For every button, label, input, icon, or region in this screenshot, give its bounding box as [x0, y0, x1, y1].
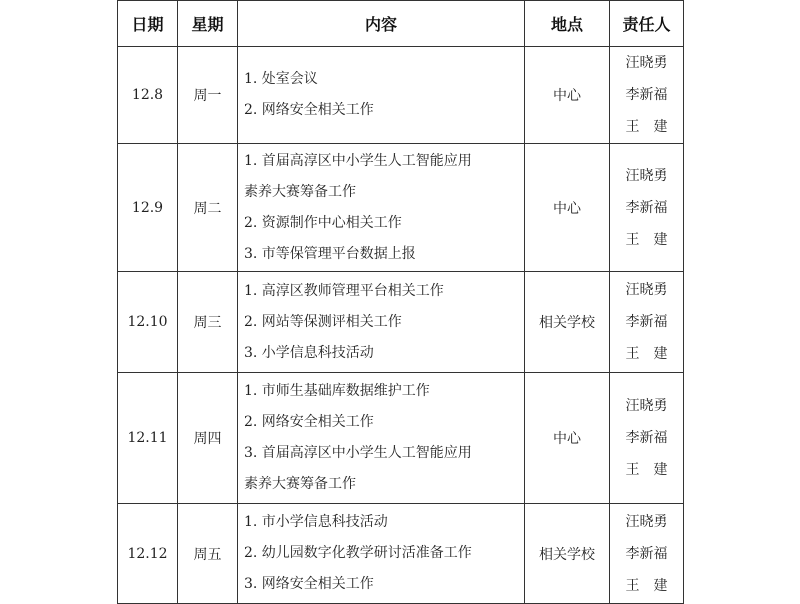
owner-cell [610, 504, 684, 604]
content-cell [238, 144, 525, 272]
day-cell: 周一 [178, 47, 238, 144]
schedule-table [117, 0, 684, 604]
location-cell: 中心 [525, 373, 610, 504]
task-line: 3. 首届高淳区中小学生人工智能应用 [244, 445, 472, 461]
owner-name: 汪晓勇 [625, 55, 668, 71]
task-line: 2. 网络安全相关工作 [244, 102, 374, 118]
date-cell: 12.10 [118, 272, 178, 373]
date-cell: 12.12 [118, 504, 178, 604]
owner-cell [610, 272, 684, 373]
task-line: 素养大赛筹备工作 [244, 476, 356, 492]
task-line: 1. 首届高淳区中小学生人工智能应用 [244, 152, 472, 169]
header-date: 日期 [118, 1, 178, 47]
header-owner: 责任人 [610, 1, 684, 47]
owner-name: 李新福 [625, 314, 668, 330]
owner-name: 李新福 [625, 430, 668, 446]
owner-name: 王 建 [625, 346, 668, 362]
table-row [118, 504, 684, 604]
owner-cell [610, 144, 684, 272]
task-line: 素养大赛筹备工作 [244, 183, 356, 200]
owner-name: 王 建 [625, 462, 668, 478]
day-cell: 周四 [178, 373, 238, 504]
owner-name: 李新福 [625, 199, 668, 216]
content-cell [238, 373, 525, 504]
owner-name: 李新福 [625, 87, 668, 103]
content-cell [238, 504, 525, 604]
header-content: 内容 [238, 1, 525, 47]
task-line: 1. 市师生基础库数据维护工作 [244, 383, 430, 399]
table-row [118, 272, 684, 373]
task-line: 1. 市小学信息科技活动 [244, 514, 388, 530]
owner-name: 王 建 [625, 577, 668, 594]
owner-cell [610, 373, 684, 504]
location-cell: 中心 [525, 144, 610, 272]
owner-name: 王 建 [625, 231, 668, 248]
task-line: 3. 市等保管理平台数据上报 [244, 245, 416, 262]
day-cell: 周二 [178, 144, 238, 272]
owner-name: 汪晓勇 [625, 513, 668, 530]
task-line: 3. 网络安全相关工作 [244, 576, 374, 592]
content-cell [238, 47, 525, 144]
date-cell: 12.9 [118, 144, 178, 272]
location-cell: 相关学校 [525, 272, 610, 373]
header-day: 星期 [178, 1, 238, 47]
header-row [118, 1, 684, 47]
task-line: 3. 小学信息科技活动 [244, 344, 374, 361]
owner-cell [610, 47, 684, 144]
day-cell: 周三 [178, 272, 238, 373]
date-cell: 12.8 [118, 47, 178, 144]
owner-name: 汪晓勇 [625, 398, 668, 414]
task-line: 1. 处室会议 [244, 71, 318, 87]
owner-name: 王 建 [625, 119, 668, 135]
owner-name: 李新福 [625, 545, 668, 562]
task-line: 1. 高淳区教师管理平台相关工作 [244, 282, 444, 299]
date-cell: 12.11 [118, 373, 178, 504]
task-line: 2. 资源制作中心相关工作 [244, 214, 402, 231]
table-row [118, 144, 684, 272]
location-cell: 相关学校 [525, 504, 610, 604]
table-row [118, 47, 684, 144]
owner-name: 汪晓勇 [625, 167, 668, 184]
owner-name: 汪晓勇 [625, 282, 668, 298]
header-location: 地点 [525, 1, 610, 47]
task-line: 2. 网站等保测评相关工作 [244, 313, 402, 330]
day-cell: 周五 [178, 504, 238, 604]
table-row [118, 373, 684, 504]
location-cell: 中心 [525, 47, 610, 144]
content-cell [238, 272, 525, 373]
task-line: 2. 幼儿园数字化教学研讨活准备工作 [244, 545, 472, 561]
task-line: 2. 网络安全相关工作 [244, 414, 374, 430]
